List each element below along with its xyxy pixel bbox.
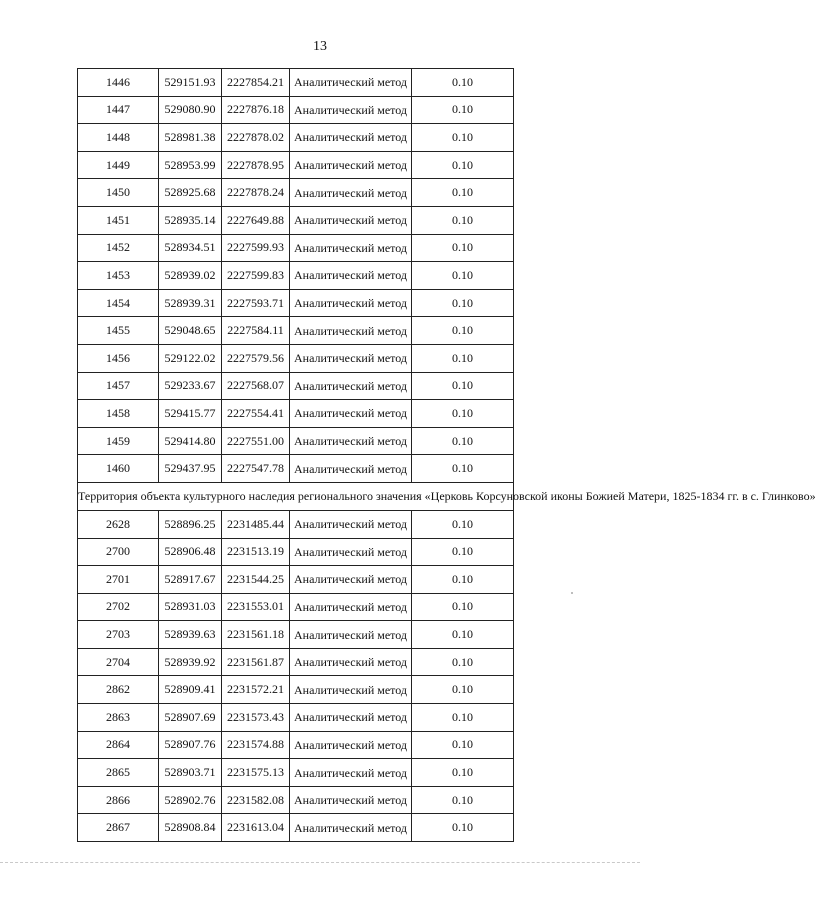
x-coordinate-cell: 529151.93 <box>159 69 222 97</box>
point-number-cell: 2701 <box>78 566 159 594</box>
coordinates-table <box>77 68 816 842</box>
y-coordinate-cell: 2231561.18 <box>222 621 290 649</box>
table-row <box>78 621 514 649</box>
accuracy-cell: 0.10 <box>412 179 514 207</box>
x-coordinate-cell: 528896.25 <box>159 510 222 538</box>
table-row <box>78 372 514 400</box>
method-cell: Аналитический метод <box>290 234 412 262</box>
point-number-cell: 1458 <box>78 400 159 428</box>
table-row <box>78 759 514 787</box>
method-cell: Аналитический метод <box>290 621 412 649</box>
x-coordinate-cell: 528917.67 <box>159 566 222 594</box>
method-cell: Аналитический метод <box>290 400 412 428</box>
point-number-cell: 2866 <box>78 786 159 814</box>
point-number-cell: 1449 <box>78 151 159 179</box>
table-row <box>78 538 514 566</box>
point-number-cell: 2863 <box>78 704 159 732</box>
scan-artifact-line <box>0 862 640 863</box>
method-cell: Аналитический метод <box>290 814 412 842</box>
point-number-cell: 1456 <box>78 344 159 372</box>
accuracy-cell: 0.10 <box>412 372 514 400</box>
method-cell: Аналитический метод <box>290 704 412 732</box>
y-coordinate-cell: 2227878.24 <box>222 179 290 207</box>
y-coordinate-cell: 2227593.71 <box>222 289 290 317</box>
x-coordinate-cell: 529437.95 <box>159 455 222 483</box>
x-coordinate-cell: 528939.92 <box>159 648 222 676</box>
x-coordinate-cell: 529414.80 <box>159 427 222 455</box>
y-coordinate-cell: 2231575.13 <box>222 759 290 787</box>
x-coordinate-cell: 528908.84 <box>159 814 222 842</box>
point-number-cell: 2700 <box>78 538 159 566</box>
method-cell: Аналитический метод <box>290 648 412 676</box>
x-coordinate-cell: 528934.51 <box>159 234 222 262</box>
table-row <box>78 566 514 594</box>
section-row <box>78 482 514 510</box>
x-coordinate-cell: 528939.63 <box>159 621 222 649</box>
method-cell: Аналитический метод <box>290 179 412 207</box>
accuracy-cell: 0.10 <box>412 96 514 124</box>
point-number-cell: 2703 <box>78 621 159 649</box>
y-coordinate-cell: 2227554.41 <box>222 400 290 428</box>
point-number-cell: 1450 <box>78 179 159 207</box>
point-number-cell: 1457 <box>78 372 159 400</box>
point-number-cell: 1448 <box>78 124 159 152</box>
y-coordinate-cell: 2227878.95 <box>222 151 290 179</box>
accuracy-cell: 0.10 <box>412 400 514 428</box>
table-row <box>78 427 514 455</box>
table-row <box>78 289 514 317</box>
accuracy-cell: 0.10 <box>412 427 514 455</box>
table-row <box>78 814 514 842</box>
coordinates-table-body <box>78 69 816 842</box>
x-coordinate-cell: 528909.41 <box>159 676 222 704</box>
method-cell: Аналитический метод <box>290 427 412 455</box>
x-coordinate-cell: 528953.99 <box>159 151 222 179</box>
method-cell: Аналитический метод <box>290 289 412 317</box>
x-coordinate-cell: 529080.90 <box>159 96 222 124</box>
y-coordinate-cell: 2227599.93 <box>222 234 290 262</box>
table-row <box>78 179 514 207</box>
y-coordinate-cell: 2231561.87 <box>222 648 290 676</box>
accuracy-cell: 0.10 <box>412 510 514 538</box>
y-coordinate-cell: 2231613.04 <box>222 814 290 842</box>
accuracy-cell: 0.10 <box>412 455 514 483</box>
accuracy-cell: 0.10 <box>412 538 514 566</box>
point-number-cell: 2628 <box>78 510 159 538</box>
point-number-cell: 1453 <box>78 262 159 290</box>
accuracy-cell: 0.10 <box>412 124 514 152</box>
method-cell: Аналитический метод <box>290 206 412 234</box>
x-coordinate-cell: 529233.67 <box>159 372 222 400</box>
x-coordinate-cell: 528902.76 <box>159 786 222 814</box>
table-row <box>78 676 514 704</box>
method-cell: Аналитический метод <box>290 786 412 814</box>
accuracy-cell: 0.10 <box>412 648 514 676</box>
y-coordinate-cell: 2227878.02 <box>222 124 290 152</box>
point-number-cell: 1451 <box>78 206 159 234</box>
accuracy-cell: 0.10 <box>412 731 514 759</box>
y-coordinate-cell: 2231553.01 <box>222 593 290 621</box>
y-coordinate-cell: 2231582.08 <box>222 786 290 814</box>
scan-speck <box>571 592 573 594</box>
x-coordinate-cell: 528903.71 <box>159 759 222 787</box>
accuracy-cell: 0.10 <box>412 69 514 97</box>
method-cell: Аналитический метод <box>290 731 412 759</box>
y-coordinate-cell: 2227854.21 <box>222 69 290 97</box>
table-row <box>78 455 514 483</box>
x-coordinate-cell: 528907.69 <box>159 704 222 732</box>
point-number-cell: 2865 <box>78 759 159 787</box>
section-title: Территория объекта культурного наследия регионального значения «Церковь Корсуновской иконы Божией Матери, 1825-1834 гг. в с. Глинково» <box>78 482 514 510</box>
accuracy-cell: 0.10 <box>412 344 514 372</box>
method-cell: Аналитический метод <box>290 69 412 97</box>
point-number-cell: 1459 <box>78 427 159 455</box>
y-coordinate-cell: 2231513.19 <box>222 538 290 566</box>
x-coordinate-cell: 528939.31 <box>159 289 222 317</box>
accuracy-cell: 0.10 <box>412 759 514 787</box>
table-row <box>78 786 514 814</box>
point-number-cell: 2864 <box>78 731 159 759</box>
table-row <box>78 648 514 676</box>
x-coordinate-cell: 529048.65 <box>159 317 222 345</box>
table-row <box>78 400 514 428</box>
table-row <box>78 234 514 262</box>
table-row <box>78 344 514 372</box>
point-number-cell: 2704 <box>78 648 159 676</box>
method-cell: Аналитический метод <box>290 262 412 290</box>
point-number-cell: 1446 <box>78 69 159 97</box>
point-number-cell: 1447 <box>78 96 159 124</box>
y-coordinate-cell: 2227599.83 <box>222 262 290 290</box>
table-row <box>78 262 514 290</box>
x-coordinate-cell: 529122.02 <box>159 344 222 372</box>
table-row <box>78 593 514 621</box>
x-coordinate-cell: 528939.02 <box>159 262 222 290</box>
x-coordinate-cell: 528906.48 <box>159 538 222 566</box>
accuracy-cell: 0.10 <box>412 151 514 179</box>
accuracy-cell: 0.10 <box>412 317 514 345</box>
table-row <box>78 206 514 234</box>
y-coordinate-cell: 2227649.88 <box>222 206 290 234</box>
accuracy-cell: 0.10 <box>412 206 514 234</box>
point-number-cell: 2702 <box>78 593 159 621</box>
y-coordinate-cell: 2227547.78 <box>222 455 290 483</box>
table-row <box>78 704 514 732</box>
accuracy-cell: 0.10 <box>412 234 514 262</box>
table-row <box>78 731 514 759</box>
point-number-cell: 1455 <box>78 317 159 345</box>
method-cell: Аналитический метод <box>290 510 412 538</box>
method-cell: Аналитический метод <box>290 317 412 345</box>
x-coordinate-cell: 528907.76 <box>159 731 222 759</box>
point-number-cell: 2867 <box>78 814 159 842</box>
method-cell: Аналитический метод <box>290 96 412 124</box>
accuracy-cell: 0.10 <box>412 704 514 732</box>
y-coordinate-cell: 2231572.21 <box>222 676 290 704</box>
x-coordinate-cell: 528931.03 <box>159 593 222 621</box>
y-coordinate-cell: 2227551.00 <box>222 427 290 455</box>
method-cell: Аналитический метод <box>290 344 412 372</box>
y-coordinate-cell: 2231573.43 <box>222 704 290 732</box>
accuracy-cell: 0.10 <box>412 814 514 842</box>
y-coordinate-cell: 2231574.88 <box>222 731 290 759</box>
point-number-cell: 1460 <box>78 455 159 483</box>
accuracy-cell: 0.10 <box>412 262 514 290</box>
page-number: 13 <box>313 39 327 54</box>
table-row <box>78 317 514 345</box>
table-row <box>78 96 514 124</box>
accuracy-cell: 0.10 <box>412 289 514 317</box>
accuracy-cell: 0.10 <box>412 786 514 814</box>
y-coordinate-cell: 2227876.18 <box>222 96 290 124</box>
table-row <box>78 124 514 152</box>
x-coordinate-cell: 528925.68 <box>159 179 222 207</box>
y-coordinate-cell: 2227579.56 <box>222 344 290 372</box>
table-row <box>78 69 514 97</box>
x-coordinate-cell: 529415.77 <box>159 400 222 428</box>
method-cell: Аналитический метод <box>290 759 412 787</box>
accuracy-cell: 0.10 <box>412 593 514 621</box>
point-number-cell: 1452 <box>78 234 159 262</box>
x-coordinate-cell: 528981.38 <box>159 124 222 152</box>
accuracy-cell: 0.10 <box>412 621 514 649</box>
accuracy-cell: 0.10 <box>412 676 514 704</box>
method-cell: Аналитический метод <box>290 538 412 566</box>
method-cell: Аналитический метод <box>290 566 412 594</box>
method-cell: Аналитический метод <box>290 676 412 704</box>
y-coordinate-cell: 2231544.25 <box>222 566 290 594</box>
point-number-cell: 2862 <box>78 676 159 704</box>
point-number-cell: 1454 <box>78 289 159 317</box>
table-row <box>78 510 514 538</box>
y-coordinate-cell: 2227584.11 <box>222 317 290 345</box>
y-coordinate-cell: 2227568.07 <box>222 372 290 400</box>
method-cell: Аналитический метод <box>290 151 412 179</box>
method-cell: Аналитический метод <box>290 455 412 483</box>
accuracy-cell: 0.10 <box>412 566 514 594</box>
method-cell: Аналитический метод <box>290 593 412 621</box>
y-coordinate-cell: 2231485.44 <box>222 510 290 538</box>
method-cell: Аналитический метод <box>290 124 412 152</box>
method-cell: Аналитический метод <box>290 372 412 400</box>
x-coordinate-cell: 528935.14 <box>159 206 222 234</box>
table-row <box>78 151 514 179</box>
